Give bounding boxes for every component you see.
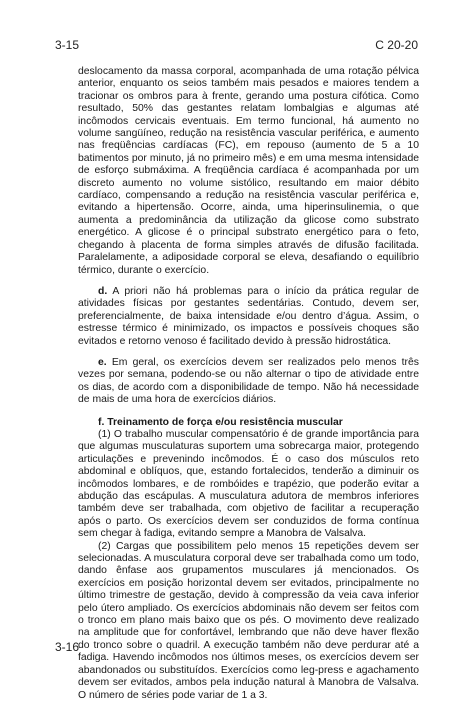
- page-number-top: 3-15: [55, 38, 80, 52]
- item-e-label: e.: [98, 356, 107, 368]
- document-code: C 20-20: [375, 38, 418, 52]
- paragraph-continuation: deslocamento da massa corporal, acompanhada de uma rotação pélvica anterior, enquanto os seios também mais pesados e maiores tendem a tracionar os ombros para à frente, gerando uma postura cifótica. Como resultado, 50% das gestantes relatam lombalgias e algumas até incômodos cervicais eventuais. Em termo funcional, há aumento no volume sangüíneo, redução na resistência vascular periférica, e aumento nas freqüências cardíacas (FC), em repouso (aumento de 5 a 10 batimentos por minuto, já no primeiro mês) e em uma mesma intensidade de esforço submáxima. A freqüência cardíaca é acompanhada por um discreto aumento no volume sistólico, resultando em maior débito cardíaco, compensando a redução na resistência vascular periférica e, evitando a hipertensão. Ocorre, ainda, uma hiperinsulinemia, o que aumenta a predominância da utilização da glicose como substrato energético. A glicose é o principal substrato energético para o feto, chegando à placenta de forma simples através de difusão facilitada. Paralelamente, a adiposidade corporal se eleva, desafiando o equilíbrio térmico, durante o exercício.: [78, 66, 419, 276]
- item-d-text: A priori não há problemas para o início da prática regular de atividades físicas por gestantes sedentárias. Contudo, devem ser, preferencialmente, de baixa intensidade e/ou dentro d’água. Assim, o estresse térmico é minimizado, os impactos e possíveis choques são evitados e retorno venoso é facilitado devido à pressão hidrostática.: [78, 285, 419, 347]
- paragraph-f1: (1) O trabalho muscular compensatório é de grande importância para que algumas musculaturas suportem uma sobrecarga maior, protegendo articulações e prevenindo incômodos. É o caso dos músculos reto abdominal e oblíquos, que, estando fortalecidos, tenderão a diminuir os incômodos lombares, e de rombóides e trapézio, que poderão evitar a abdução das escápulas. A musculatura adutora de membros inferiores também deve ser trabalhada, com objetivo de facilitar a recuperação após o parto. Os exercícios devem ser conduzidos de forma contínua sem chegar à fadiga, evitando sempre a Manobra de Valsalva.: [78, 428, 419, 540]
- document-body: [78, 66, 419, 702]
- paragraph-d: [78, 286, 419, 348]
- section-title-f: f. Treinamento de força e/ou resistência muscular: [98, 416, 343, 428]
- paragraph-f2: (2) Cargas que possibilitem pelo menos 15 repetições devem ser selecionadas. A musculatura corporal deve ser trabalhada como um todo, dando ênfase aos grupamentos musculares já mencionados. Os exercícios em posição horizontal devem ser evitados, principalmente no último trimestre de gestação, devido à compressão da veia cava inferior pelo útero ampliado. Os exercícios abdominais não devem ser feitos com o tronco em plano mais baixo que os pés. O movimento deve realizado na amplitude que for confortável, lembrando que não deve haver flexão do tronco sobre o quadril. A execução também não deve perdurar até a fadiga. Havendo incômodos nos últimos meses, os exercícios devem ser abandonados ou substituídos. Exercícios como leg-press e agachamento devem ser evitados, ambos pela indução natural à Manobra de Valsalva. O número de séries pode variar de 1 a 3.: [78, 540, 419, 701]
- page-number-bottom: 3-16: [55, 640, 80, 654]
- item-d-label: d.: [98, 285, 108, 297]
- paragraph-e: [78, 357, 419, 407]
- item-e-text: Em geral, os exercícios devem ser realizados pelo menos três vezes por semana, podendo-se ou não alternar o tipo de atividade entre os dias, de acordo com a disponibilidade de tempo. Não há necessidade de mais de uma hora de exercícios diários.: [78, 356, 419, 406]
